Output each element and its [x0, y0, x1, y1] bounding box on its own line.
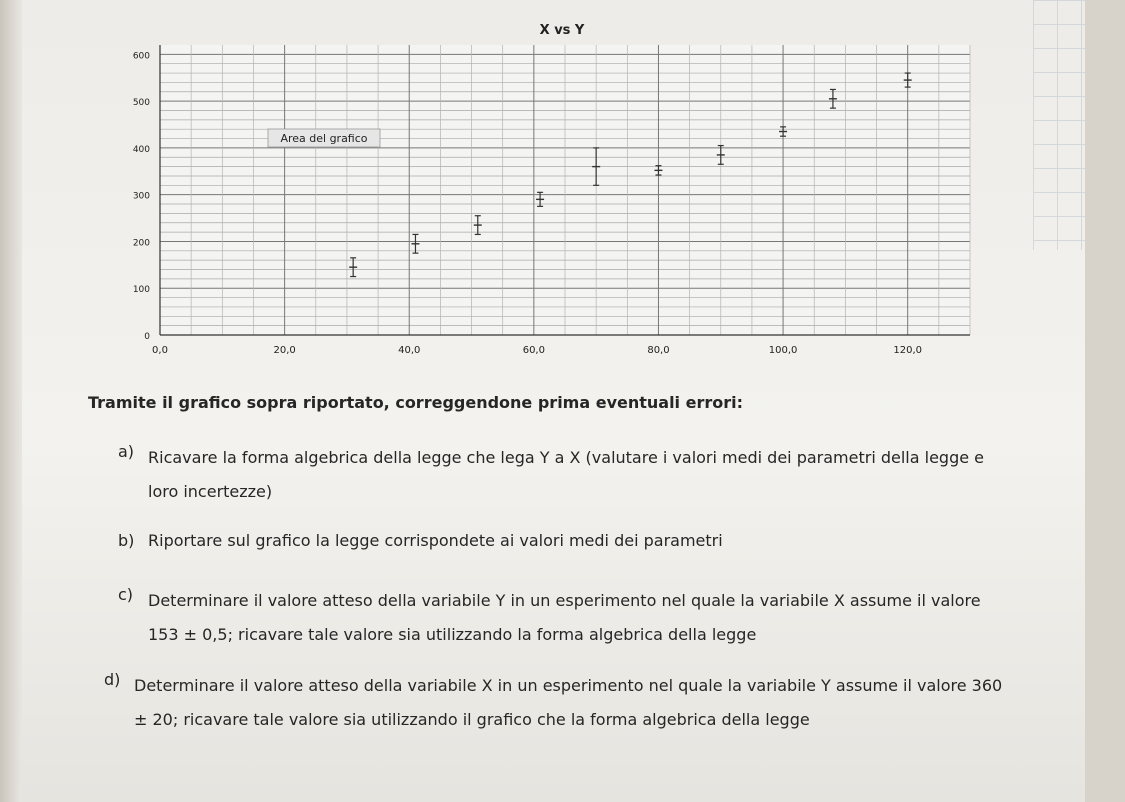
y-tick-label: 500	[132, 98, 150, 109]
plot-area-label: Area del grafico	[280, 132, 368, 145]
question-d	[104, 669, 1004, 737]
y-tick-label: 300	[132, 191, 150, 202]
x-tick-label: 20,0	[273, 345, 296, 356]
question-c-label: c)	[118, 585, 134, 604]
question-d-text: Determinare il valore atteso della variabile X in un esperimento nel quale la variabile Y assume il valore 360 ± 20; ricavare tale valore sia utilizzando il grafico che la forma algebrica della legge	[134, 676, 1003, 729]
y-tick-label: 600	[132, 51, 150, 62]
x-tick-label: 100,0	[768, 345, 798, 356]
plot-area-tooltip	[268, 129, 380, 147]
question-b	[118, 530, 998, 552]
chart-title: X vs Y	[539, 23, 585, 38]
y-tick-label: 100	[132, 285, 150, 296]
instructions-intro: Tramite il grafico sopra riportato, correggendone prima eventuali errori:	[88, 393, 744, 412]
question-d-label: d)	[104, 670, 121, 689]
question-c-text: Determinare il valore atteso della variabile Y in un esperimento nel quale la variabile X assume il valore 153 ± 0,5; ricavare tale valore sia utilizzando la forma algebrica della legge	[148, 591, 981, 644]
x-tick-label: 80,0	[647, 345, 670, 356]
question-a	[118, 441, 998, 509]
x-tick-label: 120,0	[893, 345, 923, 356]
question-a-text: Ricavare la forma algebrica della legge che lega Y a X (valutare i valori medi dei parametri della legge e loro incertezze)	[148, 448, 984, 501]
x-tick-label: 40,0	[398, 345, 421, 356]
question-b-text: Riportare sul grafico la legge corrispondete ai valori medi dei parametri	[148, 531, 723, 550]
x-tick-label: 0,0	[152, 345, 168, 356]
y-tick-label: 400	[132, 144, 150, 155]
x-tick-label: 60,0	[522, 345, 545, 356]
chart-grid	[160, 45, 970, 335]
question-b-label: b)	[118, 531, 135, 550]
y-tick-label: 200	[132, 238, 150, 249]
y-tick-label: 0	[144, 332, 150, 342]
question-c	[118, 584, 998, 652]
scatter-chart	[0, 0, 1125, 380]
question-a-label: a)	[118, 442, 135, 461]
